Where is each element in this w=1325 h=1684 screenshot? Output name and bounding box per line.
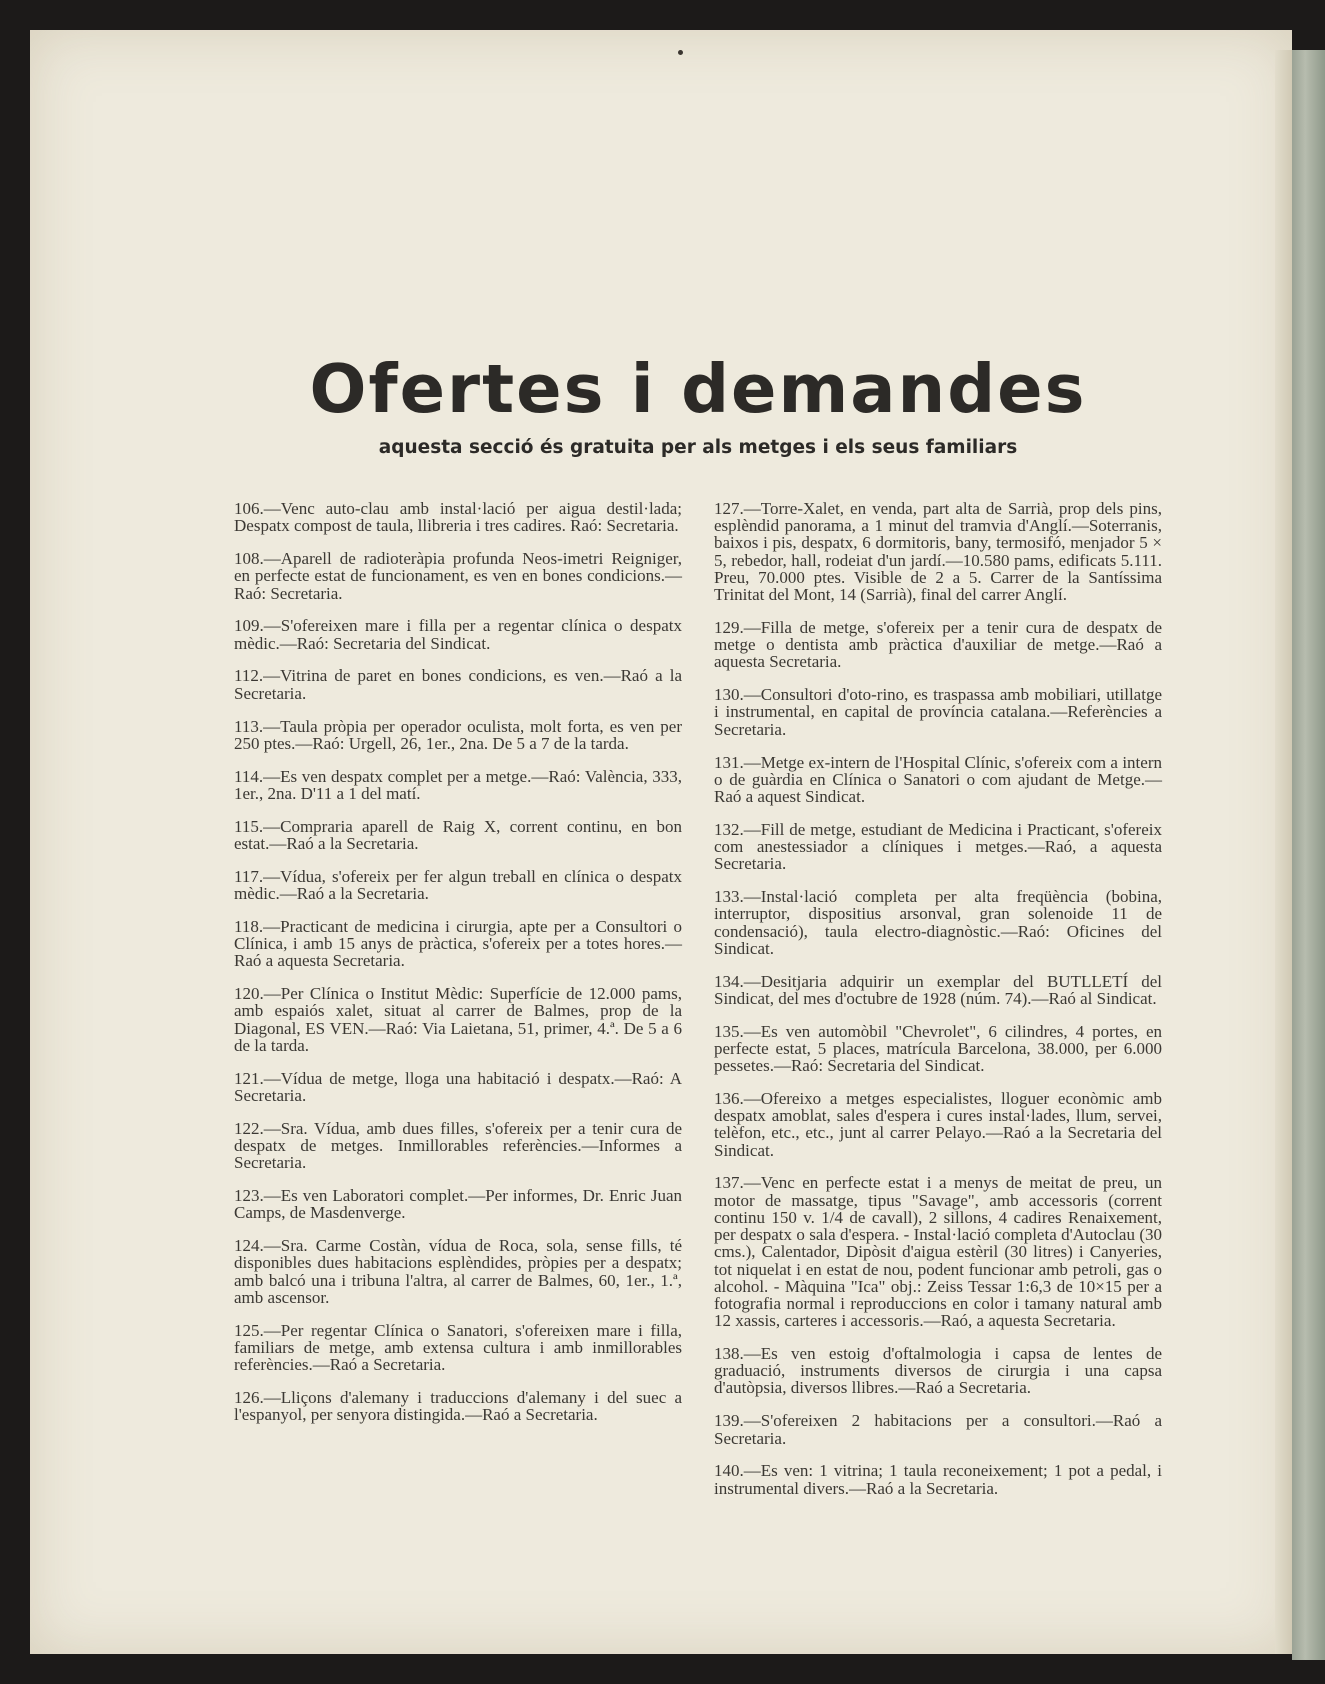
classified-ad: 131.—Metge ex-intern de l'Hospital Clínic, s'ofereix com a intern o de guàrdia en Clínica o Sanatori o com ajudant de Metge.—Raó a aquest Sindicat. [714,752,1162,806]
classified-ad: 123.—Es ven Laboratori complet.—Per informes, Dr. Enric Juan Camps, de Masdenverge. [234,1186,682,1223]
classified-ad: 112.—Vitrina de paret en bones condicions, es ven.—Raó a la Secretaria. [234,666,682,703]
classified-ad: 127.—Torre-Xalet, en venda, part alta de Sarrià, prop dels pins, esplèndid panorama, a 1 minut del tramvia d'Anglí.—Soterranis, baixos i pis, despatx, 6 dormitoris, bany, termosifó, menjador 5 × 5, rebedor, hall, rodeiat d'un jardí.—10.580 pams, edificats 5.111. Preu, 70.000 ptes. Visible de 2 a 5. Carrer de la Santíssima Trinitat del Mont, 14 (Sarrià), final del carrer Anglí. [714,499,1162,605]
classified-ad: 135.—Es ven automòbil "Chevrolet", 6 cilindres, 4 portes, en perfecte estat, 5 places, matrícula Barcelona, 38.000, per 6.000 pessetes.—Raó: Secretaria del Sindicat. [714,1021,1162,1076]
classified-ad: 108.—Aparell de radioteràpia profunda Neos-imetri Reigniger, en perfecte estat de funcionament, es ven en bones condicions.—Raó: Secretaria. [234,549,682,603]
classified-ad: 124.—Sra. Carme Costàn, vídua de Roca, sola, sense fills, té disponibles dues habitacions esplèndides, pròpies per a despatx; amb balcó una i tribuna l'altra, al carrer de Balmes, 60, 1er., 1.ª, amb ascensor. [234,1236,682,1307]
classified-ad: 137.—Venc en perfecte estat i a menys de meitat de preu, un motor de massatge, tipus "Savage", amb accessoris (corrent continu 150 v. 1/4 de cavall), 2 sillons, 4 cadires Renaixement, per despatx o sala d'espera. - Instal·lació completa d'Autoclau (30 cms.), Calentador, Dipòsit d'aigua estèril (30 litres) i Canyeries, tot niquelat i en estat de nou, podent funcionar amb petroli, gas o alcohol. - Màquina "Ica" obj.: Zeiss Tessar 1:6,3 de 10×15 per a fotografia normal i reproduccions en color i tamany natural amb 12 xassis, carteres i accessoris.—Raó, a aquesta Secretaria. [714,1173,1162,1331]
classified-ad: 139.—S'ofereixen 2 habitacions per a consultori.—Raó a Secretaria. [714,1411,1162,1448]
classified-ad: 114.—Es ven despatx complet per a metge.—Raó: València, 333, 1er., 2na. D'11 a 1 del matí. [234,766,682,803]
right-column [714,500,1162,1512]
classified-ad: 138.—Es ven estoig d'oftalmologia i capsa de lentes de graduació, instruments diversos de cirurgia i una capsa d'autòpsia, diversos llibres.—Raó a Secretaria. [714,1344,1162,1398]
classified-ad: 133.—Instal·lació completa per alta freqüència (bobina, interruptor, dispositius arsonval, gran solenoide 11 de condensació), taula electro-diagnòstic.—Raó: Oficines del Sindicat. [714,887,1162,958]
classified-ad: 109.—S'ofereixen mare i filla per a regentar clínica o despatx mèdic.—Raó: Secretaria del Sindicat. [234,616,682,653]
classified-ad: 130.—Consultori d'oto-rino, es traspassa amb mobiliari, utillatge i instrumental, en capital de província catalana.—Referències a Secretaria. [714,685,1162,739]
page-edge [1275,50,1293,1654]
classified-ad: 129.—Filla de metge, s'ofereix per a tenir cura de despatx de metge o dentista amb pràctica d'auxiliar de metge.—Raó a aquesta Secretaria. [714,617,1162,672]
classified-ad: 118.—Practicant de medicina i cirurgia, apte per a Consultori o Clínica, i amb 15 anys de pràctica, s'ofereix per a totes hores.—Raó a aquesta Secretaria. [234,916,682,971]
ink-dot [678,50,683,55]
classified-ad: 136.—Ofereixo a metges especialistes, lloguer econòmic amb despatx amoblat, sales d'espera i cures instal·lades, llum, servei, telèfon, etc., etc., junt al carrer Pelayo.—Raó a la Secretaria del Sindicat. [714,1088,1162,1160]
page-subtitle: aquesta secció és gratuita per als metges i els seus familiars [378,437,1018,458]
binding-spine [1292,50,1325,1660]
classified-ad: 132.—Fill de metge, estudiant de Medicina i Practicant, s'ofereix com anestessiador a clíniques i metges.—Raó, a aquesta Secretaria. [714,819,1162,874]
classified-ad: 134.—Desitjaria adquirir un exemplar del BUTLLETÍ del Sindicat, del mes d'octubre de 1928 (núm. 74).—Raó al Sindicat. [714,971,1162,1008]
classified-ad: 126.—Lliçons d'alemany i traduccions d'alemany i del suec a l'espanyol, per senyora distingida.—Raó a Secretaria. [234,1388,682,1425]
classified-ad: 140.—Es ven: 1 vitrina; 1 taula reconeixement; 1 pot a pedal, i instrumental divers.—Raó a la Secretaria. [714,1461,1162,1498]
classified-ad: 113.—Taula pròpia per operador oculista, molt forta, es ven per 250 ptes.—Raó: Urgell, 26, 1er., 2na. De 5 a 7 de la tarda. [234,716,682,753]
left-column [234,500,682,1439]
classified-ad: 106.—Venc auto-clau amb instal·lació per aigua destil·lada; Despatx compost de taula, llibreria i tres cadires. Raó: Secretaria. [234,499,682,536]
page-title: Ofertes i demandes [309,350,1087,428]
classified-ad: 115.—Compraria aparell de Raig X, corrent continu, en bon estat.—Raó a la Secretaria. [234,816,682,853]
classified-ad: 117.—Vídua, s'ofereix per fer algun treball en clínica o despatx mèdic.—Raó a la Secretaria. [234,866,682,904]
classified-ad: 121.—Vídua de metge, lloga una habitació i despatx.—Raó: A Secretaria. [234,1068,682,1105]
classified-ad: 122.—Sra. Vídua, amb dues filles, s'ofereix per a tenir cura de despatx de metges. Inmillorables referències.—Informes a Secretaria. [234,1118,682,1173]
classified-ad: 125.—Per regentar Clínica o Sanatori, s'ofereixen mare i filla, familiars de metge, amb extensa cultura i amb inmillorables referències.—Raó a Secretaria. [234,1320,682,1375]
classified-ad: 120.—Per Clínica o Institut Mèdic: Superfície de 12.000 pams, amb espaiós xalet, situat al carrer de Balmes, prop de la Diagonal, ES VEN.—Raó: Via Laietana, 51, primer, 4.ª. De 5 a 6 de la tarda. [234,984,682,1055]
